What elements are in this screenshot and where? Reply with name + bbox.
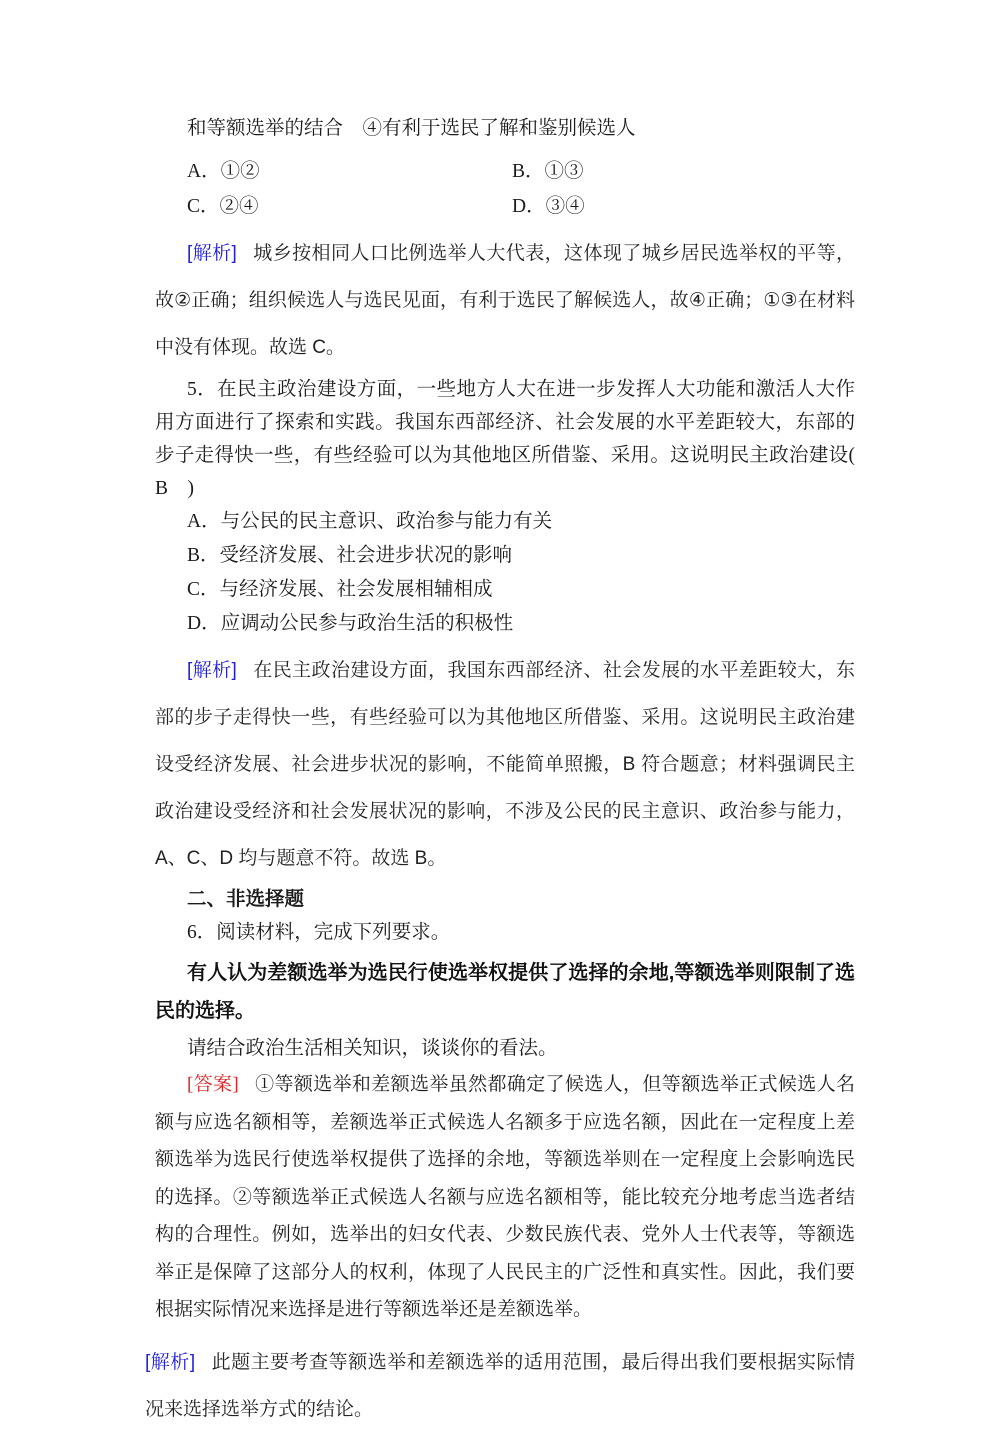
q5-option-c: C．与经济发展、社会发展相辅相成 <box>187 579 493 600</box>
q5-option-d: D．应调动公民参与政治生活的积极性 <box>187 613 514 634</box>
q6-intro: 6．阅读材料，完成下列要求。 <box>187 922 451 943</box>
q4-analysis <box>155 230 855 371</box>
q4-analysis-label: [解析] <box>187 243 237 264</box>
q4-stem-tail: 和等额选举的结合 ④有利于选民了解和鉴别候选人 <box>187 118 636 139</box>
q6-material: 有人认为差额选举为选民行使选举权提供了选择的余地,等额选举则限制了选民的选择。 <box>155 962 855 1022</box>
q5-options <box>155 505 855 641</box>
q6-answer-text: ①等额选举和差额选举虽然都确定了候选人，但等额选举正式候选人名额与应选名额相等，差额选举正式候选人名额多于应选名额，因此在一定程度上差额选举为选民行使选举权提供了选择的余地，等额选举则在一定程度上会影响选民的选择。②等额选举正式候选人名额与应选名额相等，能比较充分地考虑当选者结构的合理性。例如，选举出的妇女代表、少数民族代表、党外人士代表等，等额选举正是保障了这部分人的权利，体现了人民民主的广泛性和真实性。因此，我们要根据实际情况来选择是进行等额选举还是差额选举。 <box>155 1074 855 1320</box>
q6-analysis-label: [解析] <box>145 1351 196 1373</box>
q6-answer <box>155 1066 855 1329</box>
q6-prompt: 请结合政治生活相关知识，谈谈你的看法。 <box>187 1038 558 1059</box>
q4-option-c: C．②④ <box>187 196 259 217</box>
q4-option-a: A．①② <box>187 161 260 182</box>
q4-option-b: B．①③ <box>512 161 584 182</box>
q6-answer-label: [答案] <box>187 1074 239 1095</box>
q5-option-a: A．与公民的民主意识、政治参与能力有关 <box>187 511 553 532</box>
q6-analysis-text: 此题主要考查等额选举和差额选举的适用范围，最后得出我们要根据实际情况来选择选举方式的结论。 <box>145 1351 855 1420</box>
q5-analysis <box>155 647 855 882</box>
q5-stem: 5．在民主政治建设方面，一些地方人大在进一步发挥人大功能和激活人大作用方面进行了探索和实践。我国东西部经济、社会发展的水平差距较大，东部的步子走得快一些，有些经验可以为其他地区所借鉴、采用。这说明民主政治建设( B ) <box>155 379 875 499</box>
q4-analysis-text: 城乡按相同人口比例选举人大代表，这体现了城乡居民选举权的平等，故②正确；组织候选人与选民见面，有利于选民了解候选人，故④正确；①③在材料中没有体现。故选 C。 <box>155 243 855 358</box>
q5-analysis-label: [解析] <box>187 660 237 681</box>
q5-analysis-text: 在民主政治建设方面，我国东西部经济、社会发展的水平差距较大，东部的步子走得快一些，有些经验可以为其他地区所借鉴、采用。这说明民主政治建设受经济发展、社会进步状况的影响，不能简单照搬，B 符合题意；材料强调民主政治建设受经济和社会发展状况的影响，不涉及公民的民主意识、政治参与能力，A、C、D 均与题意不符。故选 B。 <box>155 660 855 869</box>
q4-option-d: D．③④ <box>512 196 585 217</box>
q5-option-b: B．受经济发展、社会进步状况的影响 <box>187 545 513 566</box>
q4-options <box>155 154 855 224</box>
q6-analysis <box>145 1339 855 1433</box>
section-2-title: 二、非选择题 <box>187 888 305 910</box>
